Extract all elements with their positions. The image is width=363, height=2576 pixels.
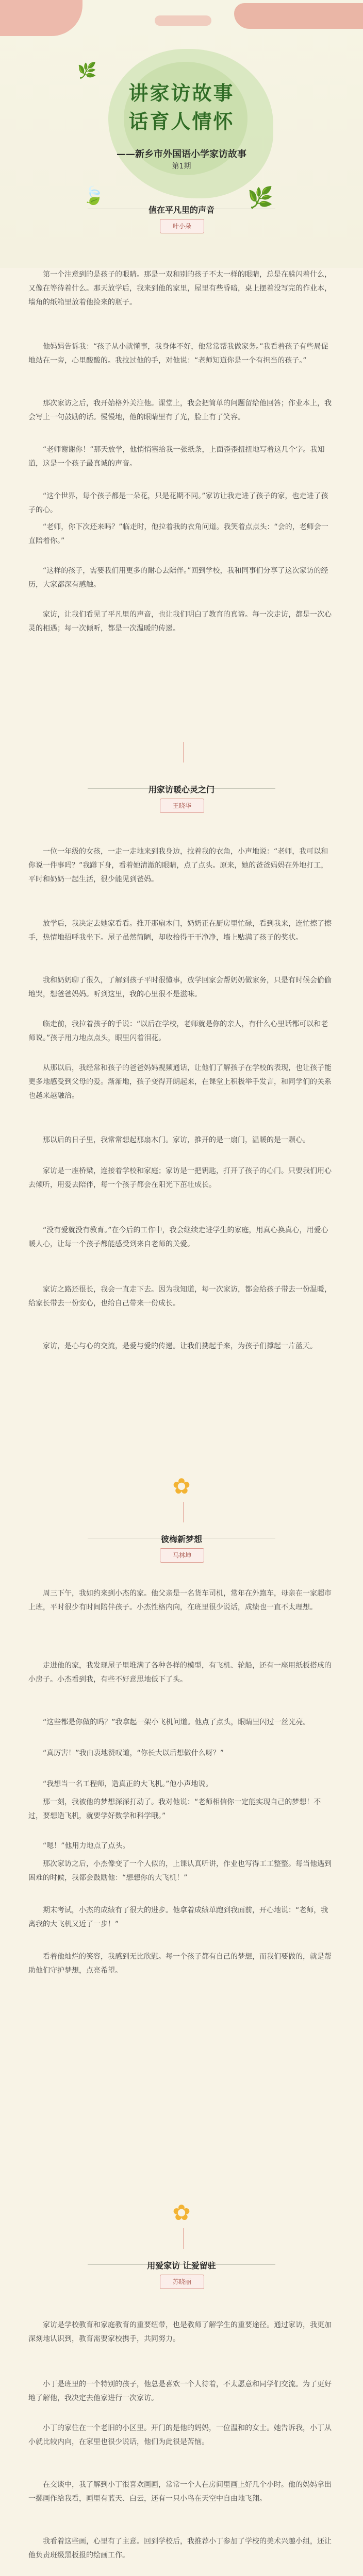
section-title: 值在平凡里的声音 [148,205,214,215]
paragraph: 家访是一座桥梁，连接着学校和家庭；家访是一把钥匙，打开了孩子的心门。只要我们用心去倾听，用爱去陪伴，每一个孩子都会在阳光下茁壮成长。 [28,1167,332,1189]
author-tag: 苏晓丽 [160,2275,204,2289]
flower-icon: ✿ [172,2200,191,2225]
paragraph: 家访，是心与心的交流，是爱与爱的传递。让我们携起手来，为孩子们撑起一片蓝天。 [43,1342,317,1350]
paragraph: “我想当一名工程师，造真正的大飞机。”他小声地说。 [43,1780,213,1788]
issue-number: 第1期 [172,162,191,171]
author-tag: 马林坤 [160,1548,204,1563]
paragraph: 我和奶奶聊了很久，了解到孩子平时很懂事，放学回家会帮奶奶做家务，只是有时候会偷偷地哭，想爸爸妈妈。听到这里，我的心里很不是滋味。 [28,976,332,998]
paragraph: 从那以后，我经常和孩子的爸爸妈妈视频通话，让他们了解孩子在学校的表现，也让孩子能更多地感受到父母的爱。渐渐地，孩子变得开朗起来，在课堂上积极举手发言，和同学们的关系也越来越融洽。 [28,1064,332,1100]
paragraph: 那一刻，我被他的梦想深深打动了。我对他说：“老师相信你一定能实现自己的梦想！不过，要想造飞机，就要学好数学和科学哦。” [28,1798,321,1820]
paragraph: 放学后，我决定去她家看看。推开那扇木门，奶奶正在厨房里忙碌，看到我来，连忙擦了擦手，热情地招呼我坐下。屋子虽然简陋，却收拾得干干净净，墙上贴满了孩子的奖状。 [28,920,332,942]
divider-line [183,1502,184,1522]
paragraph: “嗯！”他用力地点了点头。 [43,1842,130,1850]
paragraph: 家访之路还很长，我会一直走下去。因为我知道，每一次家访，都会给孩子带去一份温暖，给家长带去一份安心，也给自己带来一份成长。 [28,1285,332,1308]
decorative-brush [0,0,82,36]
paragraph: 小丁的家住在一个老旧的小区里。开门的是他的妈妈，一位温和的女士。她告诉我，小丁从小就比较内向，在家里也很少说话，他们为此很是苦恼。 [28,2424,332,2446]
header-title-line2: 话育人情怀 [128,110,235,133]
paragraph: 他妈妈告诉我：“孩子从小就懂事，我身体不好，他常常帮我做家务。”我看着孩子有些局促地站在一旁，心里酸酸的。我拉过他的手，对他说：“老师知道你是一个有担当的孩子。” [28,343,328,365]
paragraph: 一位一年级的女孩，一走一走地来到我身边，拉着我的衣角，小声地说：“老师，我可以和你说一件事吗？”我蹲下身，看着她清澈的眼睛，点了点头。原来，她的爸爸妈妈在外地打工，平时和奶奶一起生活，很少能见到爸妈。 [28,848,328,884]
paragraph: 那次家访之后，我开始格外关注他。课堂上，我会把简单的问题留给他回答；作业本上，我会写上一句鼓励的话。慢慢地，他的眼睛里有了光，脸上有了笑容。 [28,399,332,421]
paragraph: 我看着这些画，心里有了主意。回到学校后，我推荐小丁参加了学校的美术兴趣小组，还让他负责班级黑板报的绘画工作。 [28,2537,332,2560]
paragraph: “没有爱就没有教育。”在今后的工作中，我会继续走进学生的家庭，用真心换真心，用爱心暖人心，让每一个孩子都能感受到来自老师的关爱。 [28,1226,328,1248]
paragraph: 小丁是班里的一个特别的孩子，他总是喜欢一个人待着，不太愿意和同学们交流。为了更好地了解他，我决定去他家进行一次家访。 [28,2380,332,2402]
paragraph: 期末考试，小杰的成绩有了很大的进步。他拿着成绩单跑到我面前，开心地说：“老师，我离我的大飞机又近了一步！” [28,1906,328,1928]
author-tag: 叶小朵 [160,219,204,233]
leaf-icon: 🌿 [248,186,273,210]
section-title: 彼梅新梦想 [160,1534,202,1544]
paragraph: “这样的孩子，需要我们用更多的耐心去陪伴。”回到学校，我和同事们分享了这次家访的经历，大家都深有感触。 [28,567,328,589]
flower-icon: ✿ [172,1473,191,1499]
paragraph: “老师，你下次还来吗？”临走时，他拉着我的衣角问道。我笑着点点头：“会的，老师会一直陪着你。” [28,523,328,545]
decorative-brush [234,3,363,29]
paragraph: “这个世界，每个孩子都是一朵花，只是花期不同。”家访让我走进了孩子的家，也走进了孩子的心。 [28,492,328,514]
paragraph: 第一个注意到的是孩子的眼睛。那是一双和别的孩子不太一样的眼睛，总是在躲闪着什么，又像在等待着什么。那天放学后，我来到他的家里，屋里有些昏暗，桌上摆着没写完的作业本，墙角的纸箱里放着他捡来的瓶子。 [28,270,332,307]
leaf-icon: 🌿 [77,62,97,80]
paragraph: 周三下午，我如约来到小杰的家。他父亲是一名货车司机，常年在外跑车，母亲在一家超市上班，平时很少有时间陪伴孩子。小杰性格内向，在班里很少说话，成绩也一直不太理想。 [28,1589,332,1612]
decorative-brush [155,15,211,26]
divider-line [183,742,184,762]
paragraph: 家访是学校教育和家庭教育的重要纽带，也是教师了解学生的重要途径。通过家访，我更加深刻地认识到，教育需要家校携手，共同努力。 [28,2321,332,2343]
leaf-icon: 🍃 [82,185,105,206]
paragraph: “老师谢谢你！”那天放学，他悄悄塞给我一张纸条，上面歪歪扭扭地写着这几个字。我知道，这是一个孩子最真诚的声音。 [28,446,325,468]
paragraph: 看着他灿烂的笑容，我感到无比欣慰。每一个孩子都有自己的梦想，而我们要做的，就是帮助他们守护梦想，点亮希望。 [28,1953,332,1975]
paragraph: 临走前，我拉着孩子的手说：“以后在学校，老师就是你的亲人，有什么心里话都可以和老师说。”孩子用力地点点头，眼里闪着泪花。 [28,1020,328,1042]
divider-line [183,2228,184,2249]
paragraph: 在交谈中，我了解到小丁很喜欢画画，常常一个人在房间里画上好几个小时。他的妈妈拿出一摞画作给我看，画里有蓝天、白云，还有一只小鸟在天空中自由地飞翔。 [28,2481,332,2503]
paragraph: 那以后的日子里，我常常想起那扇木门。家访，推开的是一扇门，温暖的是一颗心。 [43,1136,310,1144]
author-tag: 王晓华 [160,799,204,813]
section-title: 用爱家访 让爱留驻 [147,2261,216,2270]
paragraph: “这些都是你做的吗？”我拿起一架小飞机问道。他点了点头，眼睛里闪过一丝光亮。 [43,1718,310,1726]
header-subtitle: ——新乡市外国语小学家访故事 [117,149,246,160]
paragraph: 走进他的家，我发现屋子里堆满了各种各样的模型，有飞机、轮船，还有一座用纸板搭成的小房子。小杰看到我，有些不好意思地低下了头。 [28,1662,332,1684]
paragraph: “真厉害！”我由衷地赞叹道，“你长大以后想做什么呀？” [43,1749,224,1757]
paragraph: 家访，让我们看见了平凡里的声音，也让我们明白了教育的真谛。每一次走访，都是一次心灵的相遇；每一次倾听，都是一次温暖的传递。 [28,611,332,633]
header-title-line1: 讲家访故事 [128,82,235,105]
section-title: 用家访暖心灵之门 [148,785,214,794]
paragraph: 那次家访之后，小杰像变了一个人似的，上课认真听讲，作业也写得工工整整。每当他遇到困难的时候，我都会鼓励他：“想想你的大飞机！” [28,1860,332,1882]
